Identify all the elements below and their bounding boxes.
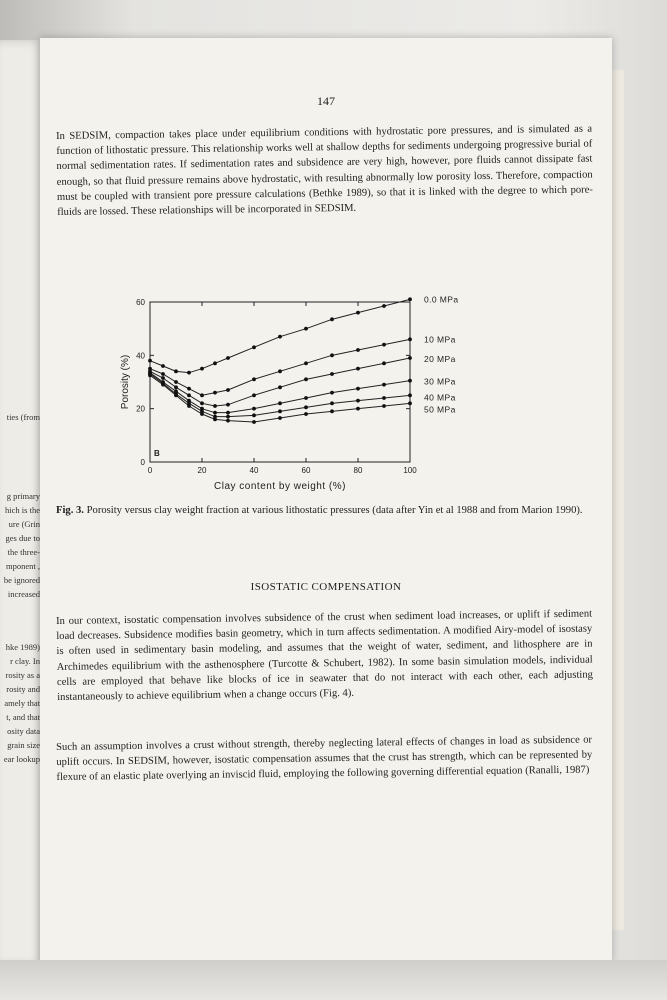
series-label: 30 MPa xyxy=(424,376,456,387)
figure-porosity-chart xyxy=(102,278,522,493)
section-heading: ISOSTATIC COMPENSATION xyxy=(250,581,402,593)
left-page-text: rosity and xyxy=(6,684,40,694)
left-page-text: grain size xyxy=(7,740,40,750)
book-page xyxy=(40,38,612,963)
figure-caption xyxy=(56,503,596,518)
chart-lines xyxy=(148,297,412,423)
x-axis-label: Clay content by weight (%) xyxy=(214,481,346,492)
data-point xyxy=(304,361,308,365)
data-point xyxy=(382,396,386,400)
paragraph-text: Such an assumption involves a crust without strength, thereby neglecting lateral effects of changes in load as subsidence or uplift occurs. In SEDSIM, however, isostatic compensation assumes that the crust has strength, which can be represented by flexure of an elastic plate overlying an inviscid fluid, employing the following governing differential equation (Ranalli, 1987) xyxy=(56,734,593,784)
paragraph-compaction xyxy=(56,122,593,221)
porosity-chart xyxy=(102,278,522,493)
left-page-text: ges due to xyxy=(5,533,40,543)
data-point xyxy=(356,367,360,371)
figure-caption-label: Fig. 3. xyxy=(56,505,84,516)
x-tick-label: 80 xyxy=(353,466,363,475)
data-point xyxy=(226,415,230,419)
left-page-text: r clay. In xyxy=(10,656,40,666)
y-tick-label: 20 xyxy=(136,404,145,414)
data-point xyxy=(408,297,412,301)
paragraph-text: In SEDSIM, compaction takes place under equilibrium conditions with hydrostatic pore pressures, and is simulated as a function of lithostatic pressure. This relationship works well at shallow depths for sediments undergoing progressive burial of normal sedimentation rates. If sedimentation rates and subsidence are very high, however, pore fluids cannot dissipate fast enough, so that fluid pressure remains above hydrostatic, with resulting abnormally low porosity loss. Therefore, compaction must be coupled with transient pore pressure calculations (Bethke 1989), so that it is linked with the degree to which pore-fluids are lossed. These relationships will be incorporated in SEDSIM. xyxy=(56,123,593,219)
data-point xyxy=(200,401,204,405)
y-tick-label: 60 xyxy=(136,298,145,307)
data-point xyxy=(382,343,386,347)
data-point xyxy=(330,391,334,395)
x-tick-label: 0 xyxy=(147,466,153,475)
left-page-text: ear lookup xyxy=(3,754,40,764)
data-point xyxy=(382,304,386,308)
data-point xyxy=(330,317,334,321)
data-point xyxy=(187,371,191,375)
data-point xyxy=(408,337,412,341)
data-point xyxy=(252,420,256,424)
data-point xyxy=(330,372,334,376)
left-page-text: increased xyxy=(7,589,40,599)
left-page-text: osity data xyxy=(7,726,40,736)
data-point xyxy=(278,416,282,420)
left-page-text: ties (from xyxy=(6,412,40,422)
paragraph-flexure xyxy=(56,733,593,786)
data-point xyxy=(161,364,165,368)
data-point xyxy=(226,356,230,360)
left-page-text: ure (Grin xyxy=(8,519,40,529)
plot-frame xyxy=(150,302,410,462)
data-point xyxy=(187,387,191,391)
data-point xyxy=(356,399,360,403)
paragraph-isostasy xyxy=(56,607,593,706)
data-point xyxy=(304,396,308,400)
data-point xyxy=(148,373,152,377)
left-page-text: hke 1989) xyxy=(5,642,40,652)
data-point xyxy=(382,383,386,387)
data-point xyxy=(161,372,165,376)
y-axis-label: Porosity (%) xyxy=(120,354,131,410)
page-number: 147 xyxy=(317,94,335,108)
left-page-text: mponent , xyxy=(6,561,40,571)
data-point xyxy=(213,417,217,421)
x-tick-label: 20 xyxy=(197,466,207,475)
data-point xyxy=(304,327,308,331)
data-point xyxy=(213,404,217,408)
data-point xyxy=(148,359,152,363)
series-label: 40 MPa xyxy=(424,392,456,403)
left-page-text: the three- xyxy=(7,547,40,557)
data-point xyxy=(174,380,178,384)
left-page-text: hich is the xyxy=(5,505,40,515)
left-page-text: rosity as a xyxy=(5,670,40,680)
left-page-text: be ignored xyxy=(3,575,40,585)
data-point xyxy=(382,361,386,365)
data-point xyxy=(252,377,256,381)
data-point xyxy=(356,311,360,315)
data-point xyxy=(330,409,334,413)
data-point xyxy=(278,385,282,389)
data-point xyxy=(252,393,256,397)
data-point xyxy=(382,404,386,408)
series-line xyxy=(150,375,410,422)
data-point xyxy=(304,405,308,409)
data-point xyxy=(408,393,412,397)
data-point xyxy=(278,369,282,373)
data-point xyxy=(226,388,230,392)
data-point xyxy=(187,404,191,408)
data-point xyxy=(200,367,204,371)
data-point xyxy=(330,401,334,405)
data-point xyxy=(161,376,165,380)
data-point xyxy=(213,361,217,365)
data-point xyxy=(252,413,256,417)
data-point xyxy=(408,401,412,405)
data-point xyxy=(330,353,334,357)
series-label: 10 MPa xyxy=(424,334,456,345)
x-tick-label: 100 xyxy=(403,466,417,475)
data-point xyxy=(278,335,282,339)
data-point xyxy=(174,369,178,373)
paragraph-text: In our context, isostatic compensation involves subsidence of the crust when sediment load increases, or uplift if sediment load decreases. Subsidence modifies basin geometry, which in turn affects sedimentation. A modified Airy-model of isostasy is often used in sedimentary basin modeling, and assumes that the weight of water, sediment, and lithosphere are in Archimedes equilibrium with the asthenosphere (Turcotte & Schubert, 1982). In some basin simulation models, individual cells are employed that behave like blocks of ice in seawater that do not interact with each other, each adjusting instantaneously to achieve equilibrium when a change occurs (Fig. 4). xyxy=(56,608,593,704)
data-point xyxy=(174,393,178,397)
left-page-text: t, and that xyxy=(6,712,40,722)
data-point xyxy=(408,356,412,360)
data-point xyxy=(226,419,230,423)
series-label: 50 MPa xyxy=(424,404,456,415)
data-point xyxy=(278,409,282,413)
y-tick-label: 40 xyxy=(136,351,145,361)
data-point xyxy=(161,383,165,387)
data-point xyxy=(226,411,230,415)
y-tick-label: 0 xyxy=(140,458,145,467)
data-point xyxy=(278,401,282,405)
data-point xyxy=(356,348,360,352)
left-page-text: g primary xyxy=(6,491,40,501)
x-tick-label: 60 xyxy=(301,466,311,475)
data-point xyxy=(252,345,256,349)
data-point xyxy=(226,403,230,407)
data-point xyxy=(200,412,204,416)
data-point xyxy=(356,387,360,391)
panel-label: B xyxy=(154,449,160,458)
data-point xyxy=(200,393,204,397)
data-point xyxy=(304,377,308,381)
chart-axes xyxy=(150,302,410,462)
series-label: 20 MPa xyxy=(424,354,456,364)
series-label: 0.0 MPa xyxy=(424,294,459,305)
data-point xyxy=(252,407,256,411)
figure-caption-text: Porosity versus clay weight fraction at various lithostatic pressures (data after Yin et al 1988 and from Marion 1990). xyxy=(86,505,583,516)
x-tick-label: 40 xyxy=(249,466,259,475)
left-page-text: amely that xyxy=(4,698,40,708)
data-point xyxy=(213,391,217,395)
data-point xyxy=(213,411,217,415)
data-point xyxy=(187,393,191,397)
data-point xyxy=(304,412,308,416)
data-point xyxy=(408,379,412,383)
data-point xyxy=(174,385,178,389)
data-point xyxy=(356,407,360,411)
table-surface xyxy=(0,960,667,1000)
